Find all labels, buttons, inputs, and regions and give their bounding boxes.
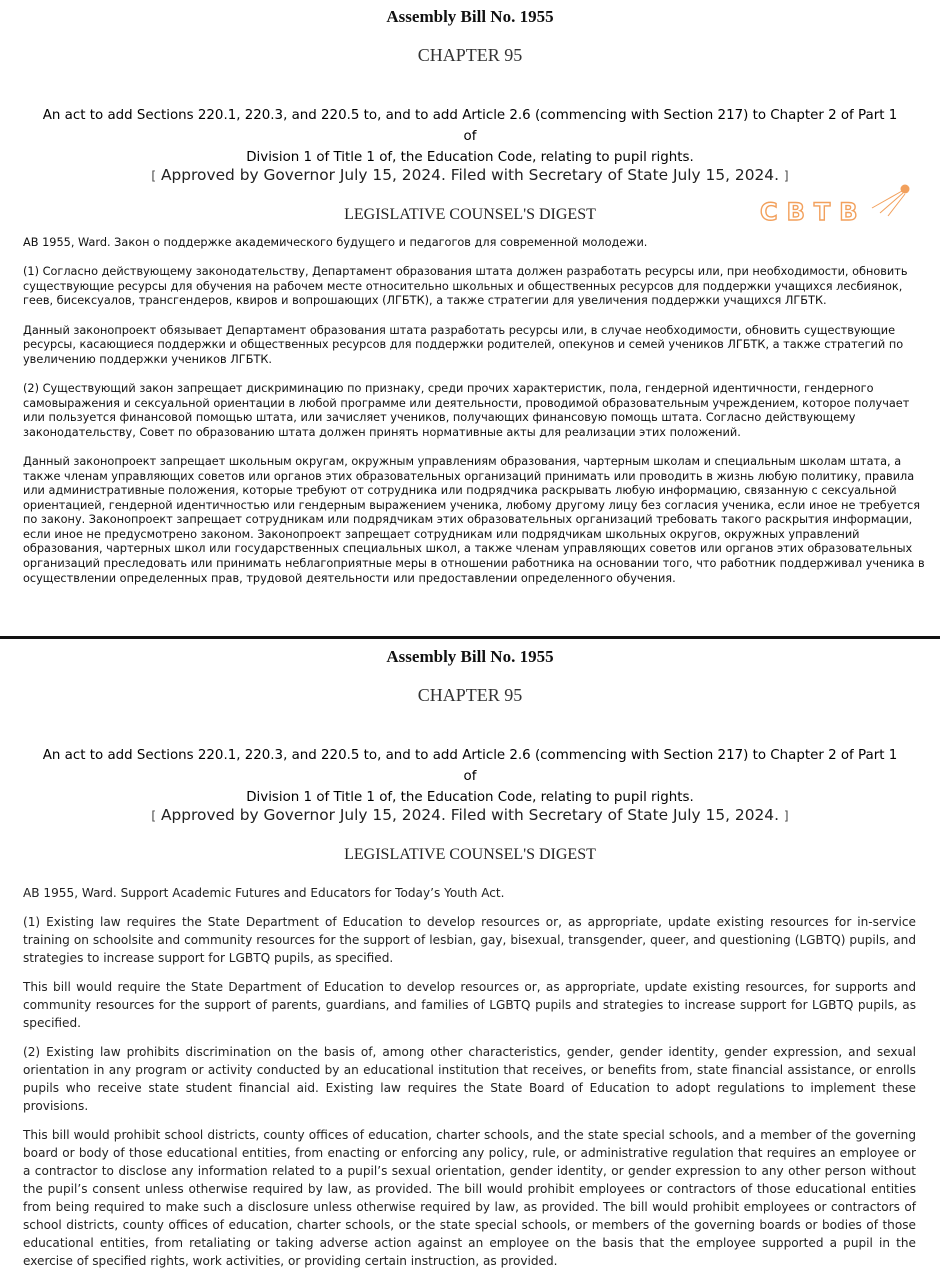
cbtb-logo	[760, 182, 920, 232]
digest-paragraph: This bill would require the State Department of Education to develop resources or, as appropriate, update existing resources, for supports and community resources for the support of parents, guardians, and families of LGBTQ pupils and strategies to increase support for LGBTQ pupils, as specified.	[23, 980, 916, 1030]
chapter-heading: CHAPTER 95	[417, 685, 523, 705]
comet-icon	[760, 182, 920, 232]
digest-heading: LEGISLATIVE COUNSEL'S DIGEST	[344, 846, 596, 863]
act-line-2: Division 1 of Title 1 of, the Education Code, relating to pupil rights.	[246, 790, 694, 805]
approval-line	[0, 806, 940, 824]
digest-body-russian	[23, 236, 933, 601]
digest-heading: LEGISLATIVE COUNSEL'S DIGEST	[344, 206, 596, 223]
approval-close-bracket: ]	[783, 169, 789, 183]
digest-paragraph: This bill would prohibit school districts, county offices of education, charter schools, and the state special schools, and a member of the governing board or body of those educational entities, from enacting or enforcing any policy, rule, or administrative regulation that requires an employee or a contractor to disclose any information related to a pupil’s sexual orientation, gender identity, or gender expression to any other person without the pupil’s consent unless otherwise required by law, as provided. The bill would prohibit employees or contractors of those educational entities from being required to make such a disclosure unless otherwise required by law, as provided. The bill would prohibit employees or contractors of school districts, county offices of education, charter schools, or the state special schools, or members of the governing boards or bodies of those educational entities, from retaliating or taking adverse action against an employee on the basis that the employee supported a pupil in the exercise of specified rights, work activities, or providing certain instruction, as provided.	[23, 1128, 916, 1268]
act-description	[40, 105, 900, 168]
act-description	[40, 745, 900, 808]
approval-text: Approved by Governor July 15, 2024. Filed with Secretary of State July 15, 2024.	[160, 806, 779, 824]
digest-paragraph: (1) Existing law requires the State Department of Education to develop resources or, as appropriate, update existing resources for in-service training on schoolsite and community resources for the support of lesbian, gay, bisexual, transgender, queer, and questioning (LGBTQ) pupils, and strategies to increase support for LGBTQ pupils, as specified.	[23, 915, 916, 965]
digest-paragraph: Данный законопроект обязывает Департамент образования штата разработать ресурсы или, в случае необходимости, обновить существующие ресурсы, касающиеся поддержки и общественных ресурсов для поддержки родителей, опекунов и семей учеников ЛГБТК, а также стратегий по увеличению поддержки учеников ЛГБТК.	[23, 323, 904, 366]
approval-open-bracket: [	[151, 809, 157, 823]
digest-paragraph: Данный законопроект запрещает школьным округам, окружным управлениям образования, чартерным школам и специальным школам штата, а также членам управляющих советов или органов этих образовательных организаций принимать или проводить в жизнь любую политику, правила или административные положения, которые требуют от сотрудника или подрядчика раскрывать любую информацию, связанную с сексуальной ориентацией, гендерной идентичностью или гендерным выражением ученика, любому другому лицу без согласия ученика, если иное не требуется по закону. Законопроект запрещает сотрудникам или подрядчикам этих образовательных организаций требовать такого раскрытия информации, если иное не предусмотрено законом. Законопроект запрещает сотрудникам или подрядчикам школьных округов, окружных управлений образования, чартерных школ или государственных специальных школ, а также членам управляющих советов или органов этих образовательных организаций преследовать или принимать неблагоприятные меры в отношении работника на основании того, что работник поддерживал ученика в осуществлении определенных прав, трудовой деятельности или предоставлении определенного обучения.	[23, 454, 925, 585]
bill-title: Assembly Bill No. 1955	[386, 7, 554, 26]
digest-paragraph: (2) Existing law prohibits discrimination on the basis of, among other characteristics, gender, gender identity, gender expression, and sexual orientation in any program or activity conducted by an educational institution that receives, or benefits from, state financial assistance, or enrolls pupils who receive state student financial aid. Existing law requires the State Board of Education to adopt regulations to implement these provisions.	[23, 1045, 916, 1113]
digest-paragraph: AB 1955, Ward. Support Academic Futures and Educators for Today’s Youth Act.	[23, 886, 505, 900]
digest-paragraph: (2) Существующий закон запрещает дискриминацию по признаку, среди прочих характеристик, пола, гендерной идентичности, гендерного самовыражения и сексуальной ориентации в любой программе или деятельности, проводимой образовательным учреждением, которое получает или пользуется финансовой помощью штата, или зачисляет учеников, получающих финансовую помощь штата. Согласно действующему законодательству, Совет по образованию штата должен принять нормативные акты для реализации этих положений.	[23, 381, 910, 439]
chapter-heading: CHAPTER 95	[417, 45, 523, 65]
russian-translation-panel	[0, 0, 940, 637]
english-original-panel	[0, 639, 940, 1280]
logo-text: CBTB	[760, 198, 867, 226]
digest-paragraph: AB 1955, Ward. Закон о поддержке академического будущего и педагогов для современной молодежи.	[23, 236, 648, 249]
act-line-2: Division 1 of Title 1 of, the Education Code, relating to pupil rights.	[246, 150, 694, 165]
bill-title: Assembly Bill No. 1955	[386, 647, 554, 666]
act-line-1: An act to add Sections 220.1, 220.3, and 220.5 to, and to add Article 2.6 (commencing with Section 217) to Chapter 2 of Part 1 of	[42, 748, 898, 784]
approval-text: Approved by Governor July 15, 2024. Filed with Secretary of State July 15, 2024.	[160, 166, 779, 184]
approval-open-bracket: [	[151, 169, 157, 183]
digest-paragraph: (1) Согласно действующему законодательству, Департамент образования штата должен разработать ресурсы или, при необходимости, обновить существующие ресурсы для обучения на рабочем месте относительно школьных и общественных ресурсов для поддержки учащихся лесбиянок, геев, бисексуалов, трансгендеров, квиров и вопрошающих (ЛГБТК), а также стратегии для увеличения поддержки учащихся ЛГБТК.	[23, 265, 908, 308]
act-line-1: An act to add Sections 220.1, 220.3, and 220.5 to, and to add Article 2.6 (commencing with Section 217) to Chapter 2 of Part 1 of	[42, 108, 898, 144]
approval-close-bracket: ]	[783, 809, 789, 823]
digest-body-english	[23, 884, 916, 1281]
